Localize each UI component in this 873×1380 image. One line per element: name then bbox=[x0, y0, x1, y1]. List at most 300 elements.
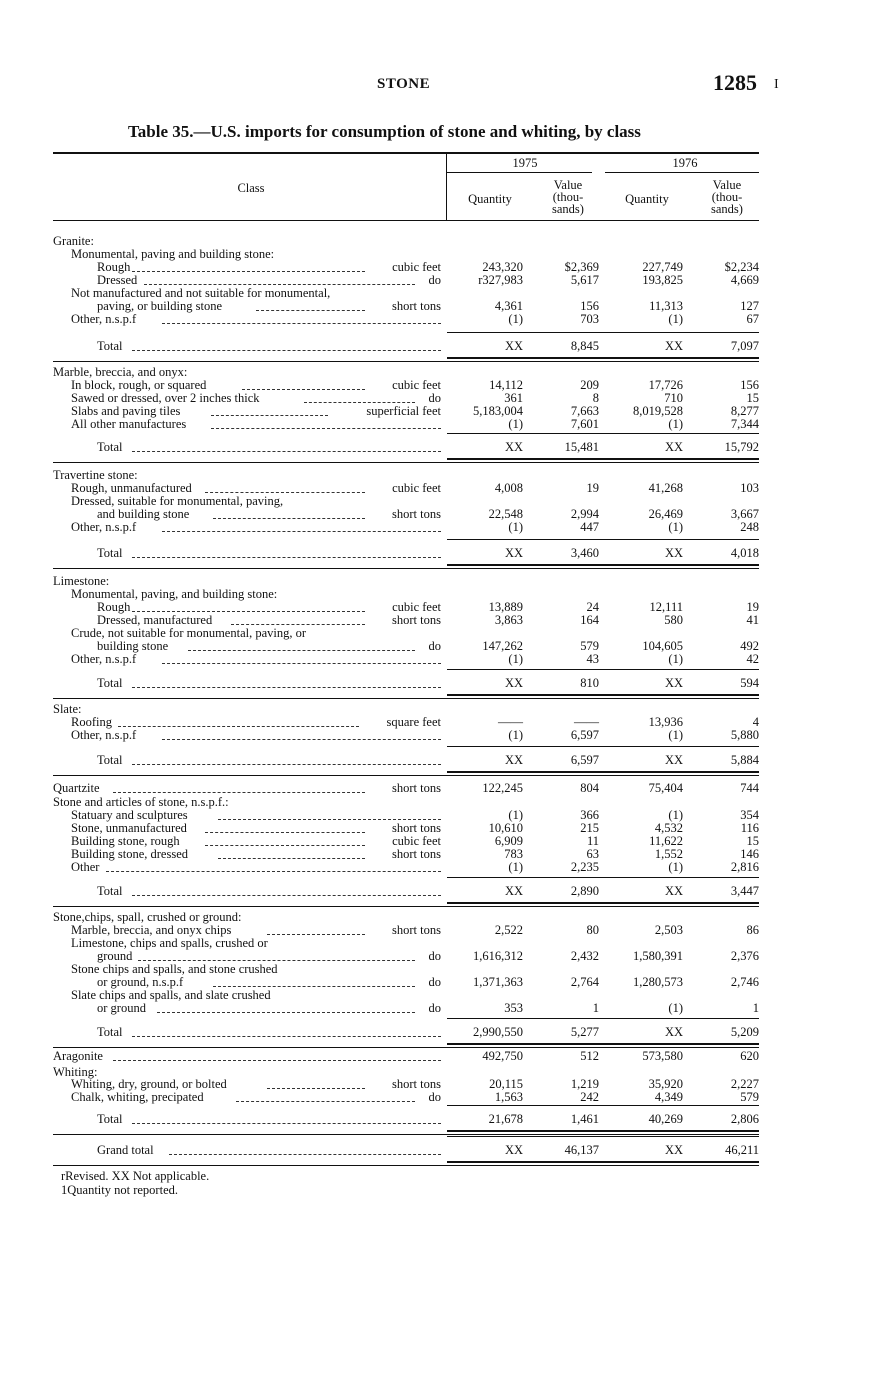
value-1975-cell: 2,235 bbox=[570, 860, 599, 874]
unit-label: short tons bbox=[392, 613, 441, 627]
quantity-1976-cell: 4,532 bbox=[654, 821, 683, 835]
unit-label: cubic feet bbox=[392, 600, 441, 614]
dot-leader bbox=[157, 1012, 415, 1013]
table-row bbox=[53, 653, 759, 666]
row-label: Stone, unmanufactured bbox=[71, 821, 187, 835]
value-1975-cell: 19 bbox=[586, 481, 599, 495]
dot-leader bbox=[188, 650, 415, 651]
value-1975-cell: 2,994 bbox=[570, 507, 599, 521]
sum-rule bbox=[53, 361, 759, 362]
unit-label: short tons bbox=[392, 299, 441, 313]
value-1976-cell: 3,667 bbox=[730, 507, 759, 521]
header-divider bbox=[446, 153, 447, 221]
dot-leader bbox=[162, 323, 441, 324]
quantity-1975-cell: 353 bbox=[504, 1001, 523, 1015]
quantity-1975-cell: (1) bbox=[508, 520, 523, 534]
value-1976-cell: 116 bbox=[740, 821, 759, 835]
value-1976-cell: 248 bbox=[740, 520, 759, 534]
quantity-1975-cell: 14,112 bbox=[489, 378, 523, 392]
row-label: or ground, n.s.p.f bbox=[97, 975, 184, 989]
total-row bbox=[53, 1113, 759, 1126]
value-1976-cell: 1 bbox=[752, 1001, 759, 1015]
value-1976-cell: 46,211 bbox=[725, 1143, 759, 1157]
value-1975-cell: 24 bbox=[586, 600, 599, 614]
footnote-not-reported: 1Quantity not reported. bbox=[61, 1183, 178, 1197]
value-1976-cell: 4,669 bbox=[730, 273, 759, 287]
value-1975-cell: 579 bbox=[580, 639, 599, 653]
row-label: Whiting: bbox=[53, 1065, 98, 1079]
dot-leader bbox=[256, 310, 365, 311]
sum-rule bbox=[447, 877, 759, 878]
dot-leader bbox=[162, 739, 441, 740]
value-1976-cell: 744 bbox=[740, 781, 759, 795]
sum-rule bbox=[447, 1130, 759, 1132]
value-1975-cell: 2,890 bbox=[570, 884, 599, 898]
value-1976-cell: 19 bbox=[746, 600, 759, 614]
unit-label: do bbox=[428, 949, 441, 963]
unit-label: cubic feet bbox=[392, 378, 441, 392]
unit-label: superficial feet bbox=[366, 404, 441, 418]
header-bottom-rule bbox=[53, 220, 759, 221]
unit-label: do bbox=[428, 391, 441, 405]
value-1976-cell: 42 bbox=[746, 652, 759, 666]
value-1976-cell: 5,884 bbox=[730, 753, 759, 767]
row-label: Grand total bbox=[97, 1143, 154, 1157]
dot-leader bbox=[205, 845, 365, 846]
quantity-1976-cell: 11,622 bbox=[649, 834, 683, 848]
value-1976-cell: 4,018 bbox=[730, 546, 759, 560]
table-row bbox=[53, 729, 759, 742]
quantity-1976-cell: 75,404 bbox=[648, 781, 683, 795]
sum-rule bbox=[53, 1134, 759, 1135]
quantity-1975-cell: 22,548 bbox=[488, 507, 523, 521]
row-label: Not manufactured and not suitable for monumental, bbox=[71, 286, 331, 300]
value-1976-cell: 156 bbox=[740, 378, 759, 392]
sum-rule bbox=[447, 539, 759, 540]
year-1976-rule bbox=[605, 172, 759, 173]
table-row bbox=[53, 640, 759, 653]
quantity-1975-cell: XX bbox=[504, 546, 523, 560]
value-1975-cell: 80 bbox=[586, 923, 599, 937]
quantity-1976-cell: XX bbox=[664, 753, 683, 767]
value-header-line: Value bbox=[712, 178, 742, 192]
row-label: Other, n.s.p.f bbox=[71, 312, 137, 326]
total-row bbox=[53, 885, 759, 898]
row-label: Dressed, manufactured bbox=[97, 613, 213, 627]
quantity-1976-cell: 40,269 bbox=[648, 1112, 683, 1126]
row-label: Rough bbox=[97, 600, 131, 614]
quantity-1976-cell: (1) bbox=[668, 728, 683, 742]
value-1976-cell: 15 bbox=[746, 391, 759, 405]
quantity-1975-cell: XX bbox=[504, 753, 523, 767]
quantity-1975-cell: XX bbox=[504, 676, 523, 690]
dot-leader bbox=[132, 451, 441, 452]
quantity-1975-cell: 4,361 bbox=[494, 299, 523, 313]
quantity-1976-cell: 710 bbox=[664, 391, 683, 405]
dot-leader bbox=[132, 271, 365, 272]
row-label: Total bbox=[97, 884, 123, 898]
value-1976-cell: 594 bbox=[740, 676, 759, 690]
quantity-1975-cell: XX bbox=[504, 1143, 523, 1157]
quantity-1975-cell: (1) bbox=[508, 860, 523, 874]
quantity-1976-cell: 573,580 bbox=[642, 1049, 683, 1063]
running-header-section: STONE bbox=[377, 76, 431, 92]
quantity-1975-cell: 1,563 bbox=[494, 1090, 523, 1104]
row-label: In block, rough, or squared bbox=[71, 378, 207, 392]
year-1975-rule bbox=[447, 172, 592, 173]
dot-leader bbox=[211, 428, 441, 429]
sum-rule bbox=[447, 1136, 759, 1137]
quantity-1975-cell: 13,889 bbox=[488, 600, 523, 614]
value-1976-cell: 3,447 bbox=[730, 884, 759, 898]
quantity-1976-cell: 13,936 bbox=[648, 715, 683, 729]
value-1975-cell: 11 bbox=[586, 834, 599, 848]
row-label: Whiting, dry, ground, or bolted bbox=[71, 1077, 227, 1091]
quantity-1976-cell: XX bbox=[664, 339, 683, 353]
value-1975-cell: 5,617 bbox=[570, 273, 599, 287]
sum-rule bbox=[447, 564, 759, 566]
value-1976-cell: 2,227 bbox=[730, 1077, 759, 1091]
quantity-1976-cell: 41,268 bbox=[648, 481, 683, 495]
sum-rule bbox=[447, 771, 759, 773]
unit-label: square feet bbox=[386, 715, 441, 729]
unit-label: do bbox=[428, 639, 441, 653]
unit-label: short tons bbox=[392, 821, 441, 835]
table-row bbox=[53, 716, 759, 729]
quantity-1975-cell: XX bbox=[504, 339, 523, 353]
value-1976-cell: 7,097 bbox=[730, 339, 759, 353]
total-row bbox=[53, 677, 759, 690]
row-label: building stone bbox=[97, 639, 169, 653]
row-label: paving, or building stone bbox=[97, 299, 222, 313]
quantity-1975-cell: 20,115 bbox=[489, 1077, 523, 1091]
quantity-1975-cell: —— bbox=[498, 715, 523, 729]
quantity-1975-cell: 1,616,312 bbox=[473, 949, 523, 963]
table-row bbox=[53, 1050, 759, 1063]
value-1975-cell: 2,432 bbox=[570, 949, 599, 963]
value-1976-cell: 354 bbox=[740, 808, 759, 822]
quantity-1976-cell: (1) bbox=[668, 520, 683, 534]
dot-leader bbox=[132, 611, 365, 612]
dot-leader bbox=[132, 687, 441, 688]
value-1976-cell: 67 bbox=[746, 312, 759, 326]
year-header-1976: 1976 bbox=[672, 156, 698, 170]
quantity-header-1976: Quantity bbox=[625, 192, 669, 206]
quantity-1976-cell: XX bbox=[664, 1025, 683, 1039]
dot-leader bbox=[218, 858, 365, 859]
row-label: Chalk, whiting, precipated bbox=[71, 1090, 204, 1104]
value-1975-cell: 1,219 bbox=[570, 1077, 599, 1091]
quantity-1976-cell: 1,280,573 bbox=[633, 975, 683, 989]
dot-leader bbox=[231, 624, 365, 625]
value-header-1976 bbox=[697, 179, 757, 215]
value-1976-cell: 86 bbox=[746, 923, 759, 937]
quantity-1976-cell: 4,349 bbox=[654, 1090, 683, 1104]
value-1976-cell: 5,209 bbox=[730, 1025, 759, 1039]
value-1975-cell: 1 bbox=[592, 1001, 599, 1015]
quantity-1976-cell: (1) bbox=[668, 808, 683, 822]
year-header-1975: 1975 bbox=[512, 156, 538, 170]
row-label: Roofing bbox=[71, 715, 112, 729]
value-header-line: (thou- bbox=[552, 190, 584, 204]
sum-rule bbox=[447, 902, 759, 904]
table-row bbox=[53, 1002, 759, 1015]
value-1975-cell: 15,481 bbox=[564, 440, 599, 454]
quantity-1975-cell: (1) bbox=[508, 808, 523, 822]
dot-leader bbox=[132, 350, 441, 351]
row-label: Stone chips and spalls, and stone crushed bbox=[71, 962, 278, 976]
row-label: or ground bbox=[97, 1001, 146, 1015]
class-column-header: Class bbox=[237, 181, 265, 195]
value-1975-cell: 164 bbox=[580, 613, 599, 627]
unit-label: short tons bbox=[392, 847, 441, 861]
total-row bbox=[53, 1026, 759, 1039]
unit-label: cubic feet bbox=[392, 260, 441, 274]
row-label: Rough bbox=[97, 260, 131, 274]
dot-leader bbox=[162, 663, 441, 664]
table-row bbox=[53, 300, 759, 313]
value-1976-cell: 15,792 bbox=[724, 440, 759, 454]
value-1975-cell: 242 bbox=[580, 1090, 599, 1104]
value-1975-cell: 7,601 bbox=[570, 417, 599, 431]
row-label: Total bbox=[97, 339, 123, 353]
value-header-line: sands) bbox=[552, 202, 584, 216]
value-header-line: (thou- bbox=[711, 190, 743, 204]
quantity-1975-cell: r327,983 bbox=[478, 273, 523, 287]
value-1975-cell: 804 bbox=[580, 781, 599, 795]
section-heading-row bbox=[53, 989, 759, 1002]
value-1976-cell: 5,880 bbox=[730, 728, 759, 742]
dot-leader bbox=[267, 1088, 365, 1089]
quantity-1975-cell: 1,371,363 bbox=[473, 975, 523, 989]
quantity-1975-cell: 2,990,550 bbox=[473, 1025, 523, 1039]
quantity-1975-cell: 10,610 bbox=[488, 821, 523, 835]
row-label: Slabs and paving tiles bbox=[71, 404, 181, 418]
value-1975-cell: 3,460 bbox=[570, 546, 599, 560]
value-1976-cell: 7,344 bbox=[730, 417, 759, 431]
sum-rule bbox=[447, 669, 759, 670]
quantity-1976-cell: 35,920 bbox=[648, 1077, 683, 1091]
quantity-1976-cell: (1) bbox=[668, 860, 683, 874]
quantity-1976-cell: 1,580,391 bbox=[633, 949, 683, 963]
value-1975-cell: $2,369 bbox=[564, 260, 599, 274]
sum-rule bbox=[447, 694, 759, 696]
table-row bbox=[53, 848, 759, 861]
quantity-1976-cell: XX bbox=[664, 546, 683, 560]
value-1976-cell: 492 bbox=[740, 639, 759, 653]
quantity-1976-cell: (1) bbox=[668, 1001, 683, 1015]
quantity-1976-cell: XX bbox=[664, 884, 683, 898]
quantity-1975-cell: XX bbox=[504, 884, 523, 898]
value-1976-cell: 579 bbox=[740, 1090, 759, 1104]
quantity-1976-cell: 17,726 bbox=[648, 378, 683, 392]
value-header-line: sands) bbox=[711, 202, 743, 216]
page-number: 1285 bbox=[713, 70, 757, 95]
row-label: Aragonite bbox=[53, 1049, 103, 1063]
row-label: Total bbox=[97, 546, 123, 560]
row-label: Other, n.s.p.f bbox=[71, 520, 137, 534]
value-1975-cell: 8 bbox=[592, 391, 599, 405]
sum-rule bbox=[447, 746, 759, 747]
value-header-line: Value bbox=[553, 178, 583, 192]
total-row bbox=[53, 547, 759, 560]
row-label: Statuary and sculptures bbox=[71, 808, 188, 822]
table-row bbox=[53, 521, 759, 534]
dot-leader bbox=[242, 389, 365, 390]
table-row bbox=[53, 313, 759, 326]
table-row bbox=[53, 418, 759, 431]
sum-rule bbox=[447, 357, 759, 359]
value-1976-cell: 620 bbox=[740, 1049, 759, 1063]
dot-leader bbox=[132, 1036, 441, 1037]
sum-rule bbox=[447, 1161, 759, 1163]
row-label: Monumental, paving, and building stone: bbox=[71, 587, 278, 601]
quantity-1976-cell: 2,503 bbox=[654, 923, 683, 937]
value-1976-cell: $2,234 bbox=[724, 260, 759, 274]
dot-leader bbox=[144, 284, 414, 285]
row-label: Total bbox=[97, 753, 123, 767]
quantity-1976-cell: 193,825 bbox=[642, 273, 683, 287]
unit-label: do bbox=[428, 975, 441, 989]
sum-rule bbox=[447, 1018, 759, 1019]
value-1975-cell: 1,461 bbox=[570, 1112, 599, 1126]
dot-leader bbox=[132, 557, 441, 558]
dot-leader bbox=[213, 986, 415, 987]
row-label: Total bbox=[97, 1025, 123, 1039]
footnote-revised: rRevised. XX Not applicable. bbox=[61, 1169, 210, 1183]
row-label: Dressed bbox=[97, 273, 138, 287]
row-label: Monumental, paving and building stone: bbox=[71, 247, 275, 261]
dot-leader bbox=[113, 792, 365, 793]
quantity-1975-cell: (1) bbox=[508, 312, 523, 326]
quantity-1975-cell: 243,320 bbox=[482, 260, 523, 274]
total-row bbox=[53, 340, 759, 353]
row-label: Other, n.s.p.f bbox=[71, 728, 137, 742]
row-label: Rough, unmanufactured bbox=[71, 481, 192, 495]
value-1976-cell: 127 bbox=[740, 299, 759, 313]
table-row bbox=[53, 782, 759, 795]
row-label: Total bbox=[97, 676, 123, 690]
quantity-1975-cell: XX bbox=[504, 440, 523, 454]
row-label: Quartzite bbox=[53, 781, 100, 795]
value-1975-cell: 6,597 bbox=[570, 728, 599, 742]
row-label: and building stone bbox=[97, 507, 190, 521]
row-label: Marble, breccia, and onyx: bbox=[53, 365, 188, 379]
table-row bbox=[53, 1091, 759, 1104]
row-label: Total bbox=[97, 440, 123, 454]
row-label: Stone,chips, spall, crushed or ground: bbox=[53, 910, 242, 924]
value-header-1975 bbox=[538, 179, 598, 215]
quantity-1976-cell: 1,552 bbox=[654, 847, 683, 861]
value-1976-cell: 41 bbox=[746, 613, 759, 627]
value-1976-cell: 2,746 bbox=[730, 975, 759, 989]
quantity-1975-cell: 4,008 bbox=[494, 481, 523, 495]
quantity-1975-cell: 3,863 bbox=[494, 613, 523, 627]
row-label: Marble, breccia, and onyx chips bbox=[71, 923, 232, 937]
quantity-1976-cell: (1) bbox=[668, 652, 683, 666]
sum-rule bbox=[447, 1105, 759, 1106]
unit-label: short tons bbox=[392, 1077, 441, 1091]
value-1975-cell: 63 bbox=[586, 847, 599, 861]
dot-leader bbox=[138, 960, 414, 961]
value-1975-cell: 366 bbox=[580, 808, 599, 822]
dot-leader bbox=[205, 832, 365, 833]
row-label: Slate: bbox=[53, 702, 82, 716]
total-row bbox=[53, 441, 759, 454]
row-label: Granite: bbox=[53, 234, 94, 248]
quantity-1975-cell: (1) bbox=[508, 652, 523, 666]
value-1976-cell: 4 bbox=[752, 715, 759, 729]
row-label: Other bbox=[71, 860, 100, 874]
row-label: Crude, not suitable for monumental, paving, or bbox=[71, 626, 307, 640]
value-1976-cell: 146 bbox=[740, 847, 759, 861]
value-1975-cell: 7,663 bbox=[570, 404, 599, 418]
quantity-1976-cell: 227,749 bbox=[642, 260, 683, 274]
quantity-1975-cell: 492,750 bbox=[482, 1049, 523, 1063]
quantity-1976-cell: 8,019,528 bbox=[633, 404, 683, 418]
sum-rule bbox=[53, 1165, 759, 1166]
value-1976-cell: 15 bbox=[746, 834, 759, 848]
unit-label: do bbox=[428, 1001, 441, 1015]
dot-leader bbox=[236, 1101, 414, 1102]
row-label: Limestone, chips and spalls, crushed or bbox=[71, 936, 268, 950]
quantity-1975-cell: 122,245 bbox=[482, 781, 523, 795]
quantity-1976-cell: 580 bbox=[664, 613, 683, 627]
dot-leader bbox=[169, 1154, 441, 1155]
dot-leader bbox=[162, 531, 441, 532]
sum-rule bbox=[53, 775, 759, 776]
quantity-1976-cell: 104,605 bbox=[642, 639, 683, 653]
quantity-1976-cell: (1) bbox=[668, 417, 683, 431]
dot-leader bbox=[218, 819, 441, 820]
row-label: Sawed or dressed, over 2 inches thick bbox=[71, 391, 260, 405]
dot-leader bbox=[205, 492, 365, 493]
row-label: Building stone, rough bbox=[71, 834, 180, 848]
dot-leader bbox=[211, 415, 327, 416]
unit-label: cubic feet bbox=[392, 481, 441, 495]
value-1975-cell: 2,764 bbox=[570, 975, 599, 989]
row-label: Stone and articles of stone, n.s.p.f.: bbox=[53, 795, 229, 809]
value-1975-cell: —— bbox=[574, 715, 599, 729]
row-label: ground bbox=[97, 949, 133, 963]
table-row bbox=[53, 861, 759, 874]
margin-mark: I bbox=[774, 77, 779, 92]
value-1975-cell: 8,845 bbox=[570, 339, 599, 353]
row-label: Other, n.s.p.f bbox=[71, 652, 137, 666]
row-label: Total bbox=[97, 1112, 123, 1126]
value-1975-cell: 703 bbox=[580, 312, 599, 326]
value-1975-cell: 512 bbox=[580, 1049, 599, 1063]
unit-label: short tons bbox=[392, 507, 441, 521]
dot-leader bbox=[304, 402, 414, 403]
sum-rule bbox=[53, 462, 759, 463]
sum-rule bbox=[447, 332, 759, 333]
value-1975-cell: 6,597 bbox=[570, 753, 599, 767]
row-label: Slate chips and spalls, and slate crushed bbox=[71, 988, 271, 1002]
value-1975-cell: 810 bbox=[580, 676, 599, 690]
value-1976-cell: 103 bbox=[740, 481, 759, 495]
quantity-1975-cell: 5,183,004 bbox=[473, 404, 523, 418]
quantity-1975-cell: 147,262 bbox=[482, 639, 523, 653]
quantity-1975-cell: (1) bbox=[508, 728, 523, 742]
value-1976-cell: 2,806 bbox=[730, 1112, 759, 1126]
total-row bbox=[53, 754, 759, 767]
value-1976-cell: 2,816 bbox=[730, 860, 759, 874]
dot-leader bbox=[267, 934, 365, 935]
sum-rule bbox=[447, 458, 759, 460]
quantity-1976-cell: XX bbox=[664, 440, 683, 454]
unit-label: short tons bbox=[392, 923, 441, 937]
